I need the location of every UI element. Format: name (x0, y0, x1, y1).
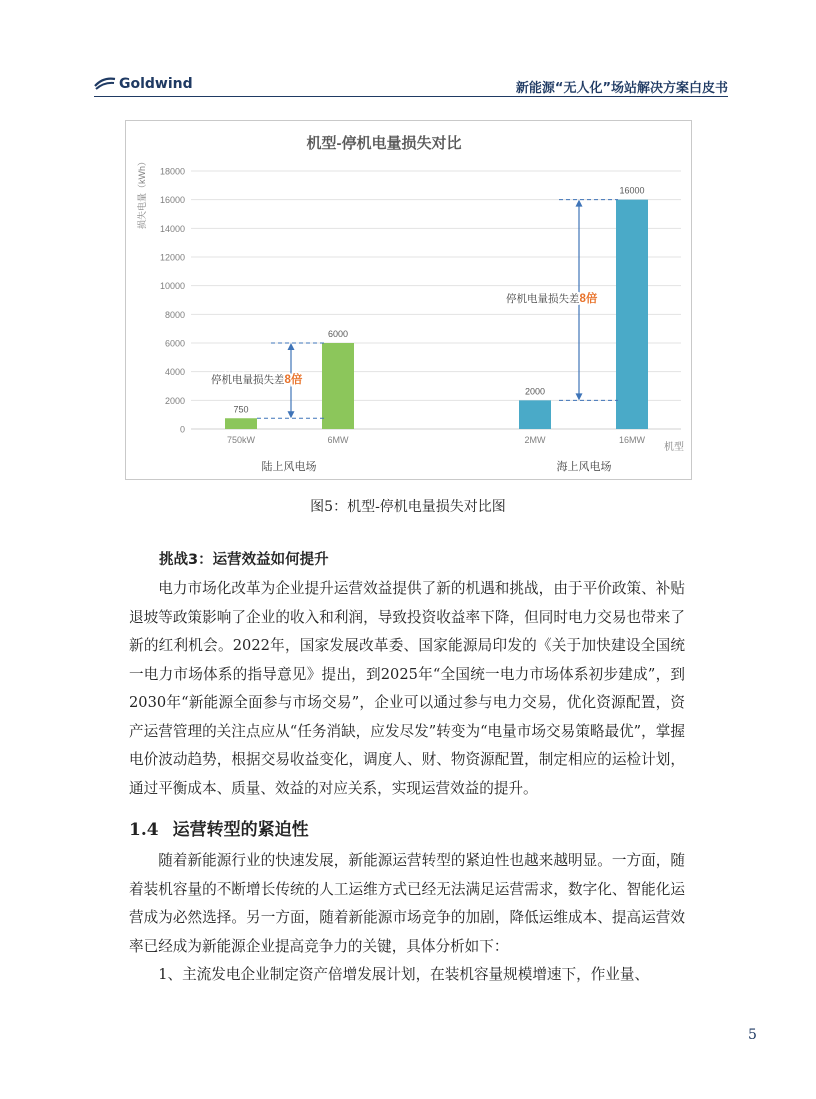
bar (616, 200, 648, 429)
data-label: 750 (233, 404, 249, 415)
section-1-4-body (129, 847, 685, 990)
annotation-arrowhead (576, 393, 583, 400)
x-tick-label: 16MW (618, 435, 646, 445)
section-title: 运营转型的紧迫性 (172, 820, 309, 840)
goldwind-logo-icon (94, 77, 116, 91)
page-header (94, 74, 728, 97)
page-number: 5 (748, 1027, 757, 1043)
section-1-4-paragraph-2: 1、主流发电企业制定资产倍增发展计划，在装机容量规模增速下，作业量、 (158, 966, 650, 983)
y-tick-label: 16000 (159, 195, 185, 206)
x-tick-label: 750kW (226, 435, 256, 445)
data-label: 6000 (327, 329, 349, 339)
section-1-4-heading (129, 815, 309, 840)
annotation-arrowhead (288, 343, 295, 350)
group-label: 陆上风电场 (261, 461, 317, 473)
annotation-arrowhead (576, 200, 583, 207)
data-label: 16000 (619, 185, 645, 196)
y-tick-label: 12000 (159, 252, 185, 263)
y-tick-label: 8000 (164, 309, 185, 320)
chart-title: 机型-停机电量损失对比 (306, 135, 462, 152)
y-tick-label: 10000 (159, 281, 185, 292)
section-1-4-paragraph-1: 随着新能源行业的快速发展，新能源运营转型的紧迫性也越来越明显。一方面，随着装机容量的不断增长传统的人工运维方式已经无法满足运营需求，数字化、智能化运营成为必然选择。另一方面，随着新能源市场竞争的加剧，降低运维成本、提高运营效率已经成为新能源企业提高竞争力的关键，具体分析如下： (129, 852, 685, 955)
annotation-label: 停机电量损失差8倍 (506, 293, 598, 305)
data-label: 2000 (524, 386, 546, 397)
x-tick-label: 2MW (524, 435, 546, 445)
y-axis-label: 损失电量（kWh） (137, 156, 147, 230)
y-tick-label: 18000 (159, 166, 185, 177)
challenge-3-paragraph: 电力市场化改革为企业提升运营效益提供了新的机遇和挑战，由于平价政策、补贴退坡等政策影响了企业的收入和利润，导致投资收益率下降，但同时电力交易也带来了新的红利机会。2022年，国家发展改革委、国家能源局印发的《关于加快建设全国统一电力市场体系的指导意见》提出，到2025年“全国统一电力市场体系初步建成”，到2030年“新能源全面参与市场交易”，企业可以通过参与电力交易，优化资源配置，资产运营管理的关注点应从“任务消缺，应发尽发”转变为“电量市场交易策略最优”，掌握电价波动趋势，根据交易收益变化，调度人、财、物资源配置，制定相应的运检计划，通过平衡成本、质量、效益的对应关系，实现运营效益的提升。 (129, 580, 685, 797)
x-axis-label: 机型 (664, 442, 684, 453)
challenge-3-heading: 挑战3：运营效益如何提升 (159, 552, 329, 568)
figure-caption: 图5：机型-停机电量损失对比图 (310, 499, 506, 515)
bar (322, 343, 354, 429)
y-tick-label: 2000 (164, 395, 185, 406)
annotation-arrowhead (288, 411, 295, 418)
y-tick-label: 14000 (159, 223, 185, 234)
bar (225, 418, 257, 429)
x-tick-label: 6MW (327, 435, 349, 445)
bar (519, 400, 551, 429)
document-title: 新能源“无人化”场站解决方案白皮书 (515, 81, 728, 96)
logo-text: Goldwind (119, 76, 193, 92)
goldwind-logo (94, 76, 193, 92)
annotation-label: 停机电量损失差8倍 (211, 374, 303, 386)
y-tick-label: 0 (179, 424, 185, 435)
section-number: 1.4 (129, 820, 159, 840)
chart-svg (126, 121, 691, 479)
group-label: 海上风电场 (556, 461, 612, 473)
y-tick-label: 6000 (164, 338, 185, 349)
chart-figure (125, 120, 692, 480)
y-tick-label: 4000 (164, 367, 185, 378)
challenge-3-body (129, 575, 685, 803)
